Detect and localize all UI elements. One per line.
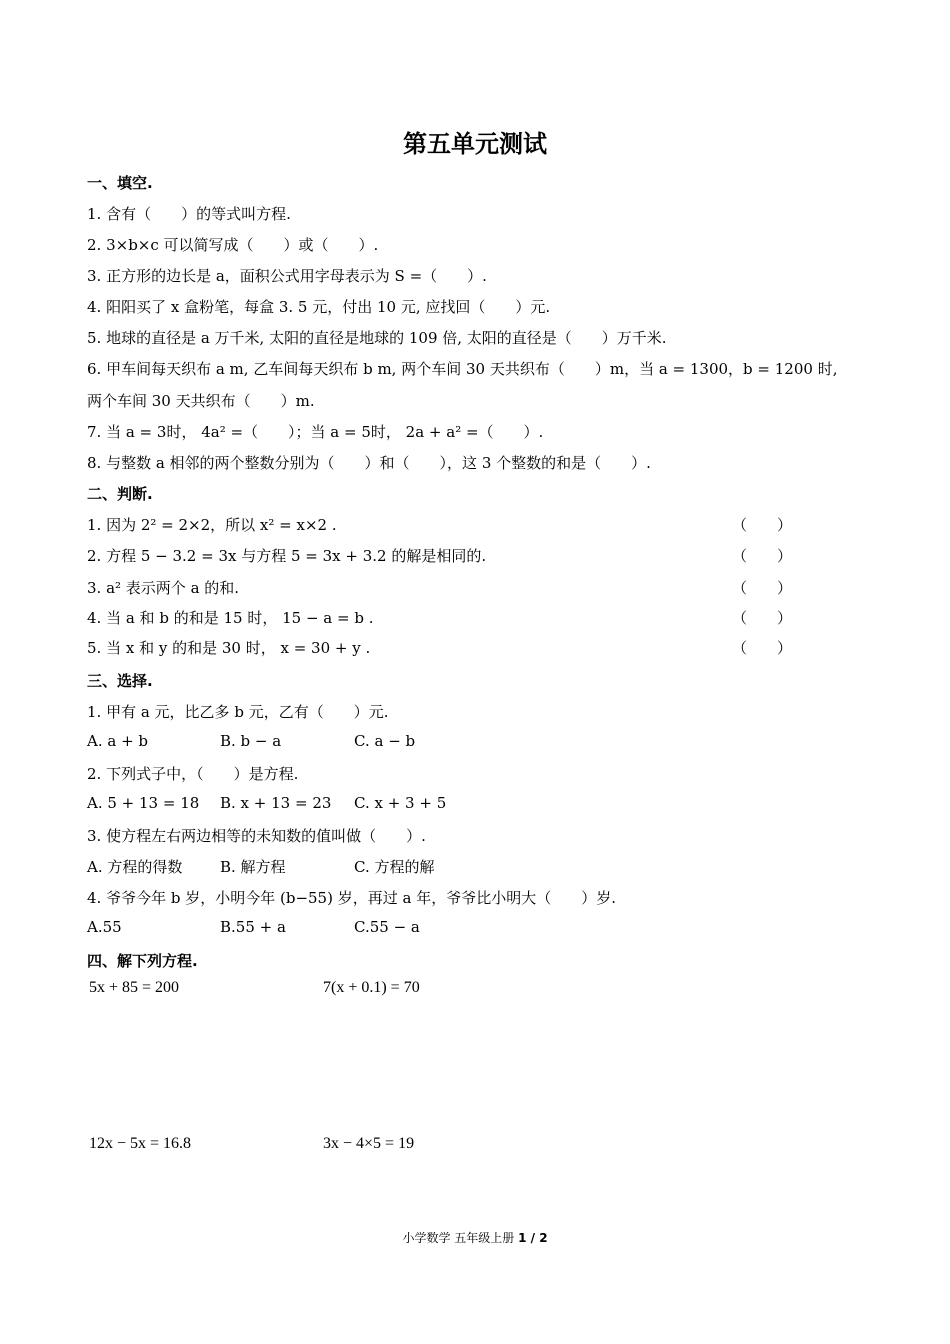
- choice-3-option-a: A. 方程的得数: [87, 858, 183, 876]
- judge-item-2: 2. 方程 5 − 3.2 = 3x 与方程 5 = 3x + 3.2 的解是相同的.: [87, 547, 487, 565]
- choice-question-2: 2. 下列式子中，（ ）是方程.: [87, 765, 299, 783]
- section-judge-heading: 二、判断.: [87, 485, 153, 503]
- equation-4: 3x − 4×5 = 19: [323, 1135, 415, 1152]
- section-choice-heading: 三、选择.: [87, 672, 153, 690]
- fill-item-2: 2. 3×b×c 可以简写成（ ）或（ ）.: [87, 236, 379, 254]
- judge-item-5: 5. 当 x 和 y 的和是 30 时， x = 30 + y .: [87, 639, 371, 657]
- choice-2-option-b: B. x + 13 = 23: [220, 794, 332, 812]
- choice-4-option-c: C.55 − a: [354, 918, 420, 936]
- fill-item-4: 4. 阳阳买了 x 盒粉笔，每盒 3. 5 元，付出 10 元, 应找回（ ）元.: [87, 298, 551, 316]
- judge-item-1: 1. 因为 2² = 2×2，所以 x² = x×2 .: [87, 516, 337, 534]
- section-solve-heading: 四、解下列方程.: [87, 952, 198, 970]
- judge-answer-blank-1: （ ）: [732, 516, 793, 534]
- section-fill-heading: 一、填空.: [87, 174, 153, 192]
- choice-4-option-a: A.55: [87, 918, 122, 936]
- fill-item-1: 1. 含有（ ）的等式叫方程.: [87, 205, 291, 223]
- fill-item-6-continued: 两个车间 30 天共织布（ ）m.: [87, 392, 315, 410]
- fill-item-5: 5. 地球的直径是 a 万千米, 太阳的直径是地球的 109 倍, 太阳的直径是（ ）万千米.: [87, 329, 667, 347]
- choice-1-option-b: B. b − a: [220, 732, 282, 750]
- judge-item-4: 4. 当 a 和 b 的和是 15 时， 15 − a = b .: [87, 609, 374, 627]
- equation-2: 7(x + 0.1) = 70: [323, 979, 420, 996]
- choice-question-4: 4. 爷爷今年 b 岁，小明今年 (b−55) 岁，再过 a 年，爷爷比小明大（ ）岁.: [87, 889, 616, 907]
- page-footer: [0, 1229, 950, 1246]
- choice-3-option-b: B. 解方程: [220, 858, 286, 876]
- judge-item-3: 3. a² 表示两个 a 的和.: [87, 579, 240, 597]
- choice-question-1: 1. 甲有 a 元，比乙多 b 元，乙有（ ）元.: [87, 703, 389, 721]
- choice-1-option-a: A. a + b: [87, 732, 149, 750]
- fill-item-3: 3. 正方形的边长是 a，面积公式用字母表示为 S =（ ）.: [87, 267, 487, 285]
- choice-3-option-c: C. 方程的解: [354, 858, 435, 876]
- judge-answer-blank-2: （ ）: [732, 547, 793, 565]
- footer-text: 小学数学 五年级上册: [402, 1231, 515, 1245]
- judge-answer-blank-3: （ ）: [732, 579, 793, 597]
- equation-1: 5x + 85 = 200: [89, 979, 180, 996]
- equation-3: 12x − 5x = 16.8: [89, 1135, 192, 1152]
- page-title: 第五单元测试: [403, 130, 547, 158]
- fill-item-6: 6. 甲车间每天织布 a m, 乙车间每天织布 b m, 两个车间 30 天共织布（ ）m，当 a = 1300，b = 1200 时,: [87, 360, 838, 378]
- choice-question-3: 3. 使方程左右两边相等的未知数的值叫做（ ）.: [87, 827, 426, 845]
- page-number: 1 / 2: [518, 1231, 548, 1245]
- fill-item-7: 7. 当 a = 3时， 4a² =（ ）；当 a = 5时， 2a + a² =（ ）.: [87, 423, 544, 441]
- choice-4-option-b: B.55 + a: [220, 918, 286, 936]
- choice-2-option-a: A. 5 + 13 = 18: [87, 794, 200, 812]
- judge-answer-blank-4: （ ）: [732, 609, 793, 627]
- choice-2-option-c: C. x + 3 + 5: [354, 794, 447, 812]
- choice-1-option-c: C. a − b: [354, 732, 416, 750]
- judge-answer-blank-5: （ ）: [732, 639, 793, 657]
- fill-item-8: 8. 与整数 a 相邻的两个整数分别为（ ）和（ ），这 3 个整数的和是（ ）.: [87, 454, 651, 472]
